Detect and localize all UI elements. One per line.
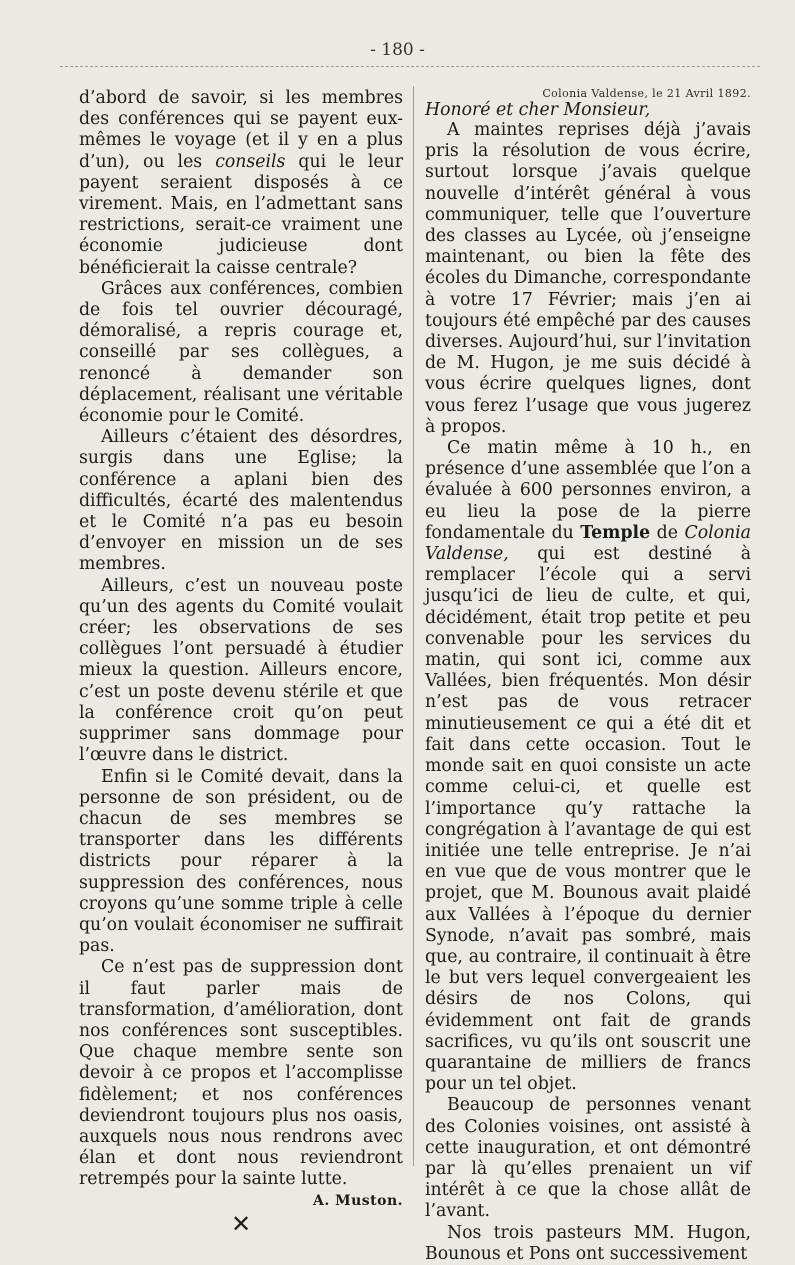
page-number: - 180 - — [370, 40, 425, 60]
header-rule — [60, 66, 760, 68]
column-divider — [413, 86, 414, 1166]
left-paragraph-6: Ce n’est pas de suppression dont il faut parler mais de transformation, d’amélioration, dont nos conférences sont susceptibles. Que chaque membre sente son devoir à ce propos et l’accomplisse fidèlement; et nos conférences deviendront toujours plus nos oasis, auxquels nous nous rendrons avec élan et dont nous reviendront retrempés pour la sainte lutte. — [79, 957, 403, 1190]
salutation: Honoré et cher Monsieur, — [425, 100, 651, 120]
right-paragraph-1: A maintes reprises déjà j’avais pris la résolution de vous écrire, surtout lorsque j’avais quelque nouvelle d’intérêt général à vous communiquer, telle que l’ouverture des classes au Lycée, où j’enseigne maintenant, ou bien la fête des écoles du Dimanche, correspondante à votre 17 Février; mais j’en ai toujours été empêché par des causes diverses. Aujourd’hui, sur l’invitation de M. Hugon, je me suis décidé à vous écrire quelques lignes, dont vous ferez l’usage que vous jugerez à propos. — [425, 120, 751, 437]
left-paragraph-4: Ailleurs, c’est un nouveau poste qu’un des agents du Comité voulait créer; les observations de ses collègues l’ont persuadé à étudier mieux la question. Ailleurs encore, c’est un poste devenu stérile et que la conférence croit qu’on peut supprimer sans dommage pour l’œuvre dans le district. — [79, 575, 403, 766]
place-name: Colonia Valdense, — [425, 522, 751, 565]
left-column — [79, 88, 403, 1236]
right-paragraph-3: Beaucoup de personnes venant des Colonies voisines, ont assisté à cette inauguration, et ont démontré par là qu’elles prenaient un vif intérêt à ce que la chose allât de l’avant. — [425, 1095, 751, 1222]
right-paragraph-2: Ce matin même à 10 h., en présence d’une assemblée que l’on a évaluée à 600 personnes environ, a eu lieu la pose de la pierre fondamentale du Temple de Colonia Valdense, qui est destiné à remplacer l’école qui a servi jusqu’ici de lieu de culte, et qui, décidément, était trop petite et peu convenable pour les services du matin, qui sont ici, comme aux Vallées, bien fréquentés. Mon désir n’est pas de vous retracer minutieusement ce qui a été dit et fait dans cette occasion. Tout le monde sait en quoi consiste un acte comme celui-ci, et quelle est l’importance qu’y rattache la congrégation à l’avantage de qui est initiée une telle entreprise. Je n’ai en vue que de vous montrer que le projet, que M. Bounous avait plaidé aux Vallées à l’époque du dernier Synode, n’avait pas sombré, mais que, au contraire, il continuait à être le but vers lequel convergeaient les désirs de nos Colons, qui évidemment ont fait de grands sacrifices, vu qu’ils ont souscrit une quarantaine de milliers de francs pour un tel objet. — [425, 438, 752, 1095]
left-paragraph-5: Enfin si le Comité devait, dans la personne de son président, ou de chacun de ses membres se transporter dans les différents districts pour réparer à la suppression des conférences, nous croyons qu’une somme triple à celle qu’on voulait économiser ne suffirait pas. — [79, 766, 403, 957]
right-paragraph-4: Nos trois pasteurs MM. Hugon, Bounous et Pons ont successivement — [425, 1222, 751, 1264]
left-paragraph-1: d’abord de savoir, si les membres des conférences qui se payent eux-mêmes le voyage (et il y en a plus d’un), ou les conseils qui le leur payent seraient disposés à ce virement. Mais, en l’admettant sans restrictions, serait-ce vraiment une économie judicieuse dont bénéficierait la caisse centrale? — [79, 88, 404, 278]
dateline: Colonia Valdense, le 21 Avril 1892. — [542, 87, 751, 100]
left-paragraph-3: Ailleurs c’étaient des désordres, surgis dans une Eglise; la conférence a aplani bien des difficultés, écarté des malentendus et le Comité n’a pas eu besoin d’envoyer en mission un de ses membres. — [79, 427, 403, 575]
left-paragraph-2: Grâces aux conférences, combien de fois tel ouvrier découragé, démoralisé, a repris courage et, conseillé par ses collègues, a renoncé à demander son déplacement, réalisant une véritable économie pour le Comité. — [79, 278, 403, 427]
right-column — [425, 88, 751, 1265]
italic-word: conseils — [215, 151, 286, 172]
end-mark: ✕ — [230, 1209, 252, 1238]
temple-word: Temple — [580, 522, 651, 543]
signature: A. Muston. — [312, 1192, 403, 1209]
